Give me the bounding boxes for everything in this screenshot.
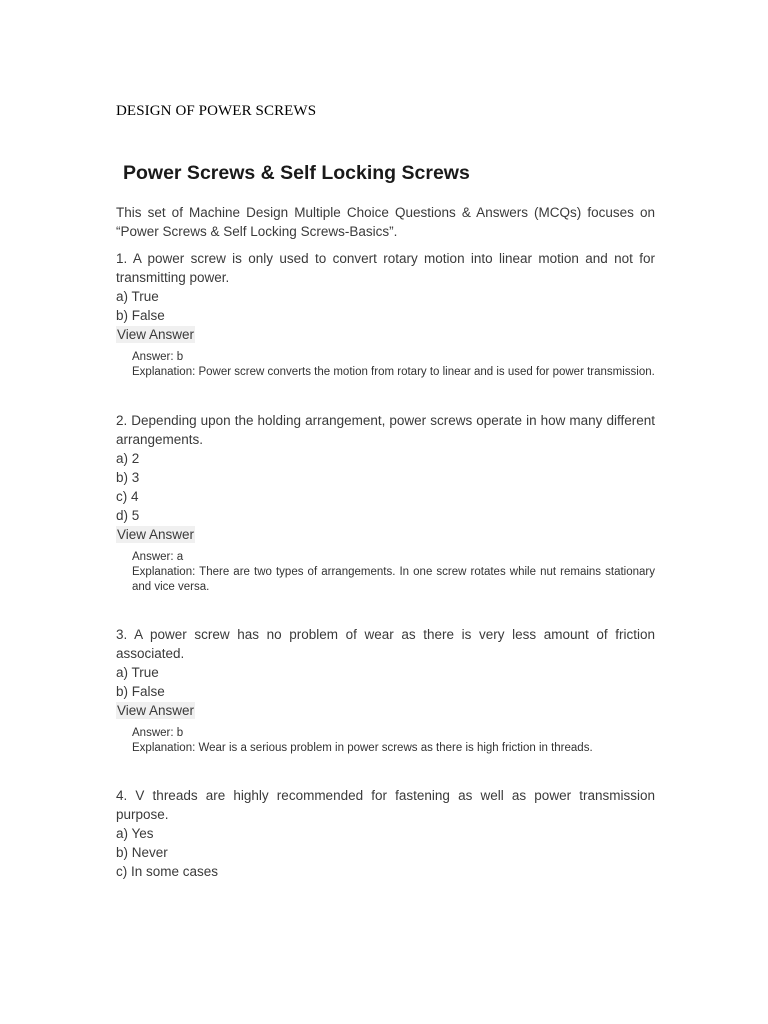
option-a: a) True bbox=[116, 289, 159, 304]
question-block bbox=[116, 411, 655, 595]
option-c: c) 4 bbox=[116, 489, 139, 504]
option-b: b) False bbox=[116, 308, 165, 323]
question-block bbox=[116, 625, 655, 756]
answer-block bbox=[132, 550, 655, 595]
question-text: 2. Depending upon the holding arrangement, power screws operate in how many different arrangements. bbox=[116, 413, 655, 447]
document-heading: DESIGN OF POWER SCREWS bbox=[116, 103, 317, 119]
option-c: c) In some cases bbox=[116, 864, 219, 879]
option-b: b) Never bbox=[116, 845, 168, 860]
answer-text: Answer: a bbox=[132, 551, 184, 563]
answer-block bbox=[132, 726, 655, 756]
option-a: a) Yes bbox=[116, 826, 154, 841]
answer-text: Answer: b bbox=[132, 727, 184, 739]
question-block bbox=[116, 786, 655, 881]
answer-block bbox=[132, 350, 655, 380]
question-text: 3. A power screw has no problem of wear as there is very less amount of friction associated. bbox=[116, 627, 655, 661]
option-b: b) 3 bbox=[116, 470, 140, 485]
view-answer-button[interactable]: View Answer bbox=[117, 703, 195, 718]
question-text: 1. A power screw is only used to convert rotary motion into linear motion and not for transmitting power. bbox=[116, 251, 655, 285]
option-a: a) 2 bbox=[116, 451, 140, 466]
view-answer-button[interactable]: View Answer bbox=[117, 527, 195, 542]
answer-text: Answer: b bbox=[132, 351, 184, 363]
explanation-text: Explanation: Wear is a serious problem in power screws as there is high friction in threads. bbox=[132, 742, 593, 754]
option-b: b) False bbox=[116, 684, 165, 699]
page-title: Power Screws & Self Locking Screws bbox=[123, 162, 470, 184]
question-block bbox=[116, 249, 655, 380]
question-text: 4. V threads are highly recommended for fastening as well as power transmission purpose. bbox=[116, 788, 655, 822]
view-answer-button[interactable]: View Answer bbox=[117, 327, 195, 342]
option-d: d) 5 bbox=[116, 508, 140, 523]
intro-text: This set of Machine Design Multiple Choice Questions & Answers (MCQs) focuses on “Power Screws & Self Locking Screws-Basics”. bbox=[116, 205, 655, 239]
content-area bbox=[116, 203, 655, 881]
explanation-text: Explanation: Power screw converts the motion from rotary to linear and is used for power transmission. bbox=[132, 366, 655, 378]
option-a: a) True bbox=[116, 665, 159, 680]
explanation-text: Explanation: There are two types of arrangements. In one screw rotates while nut remains stationary and vice versa. bbox=[132, 566, 655, 593]
